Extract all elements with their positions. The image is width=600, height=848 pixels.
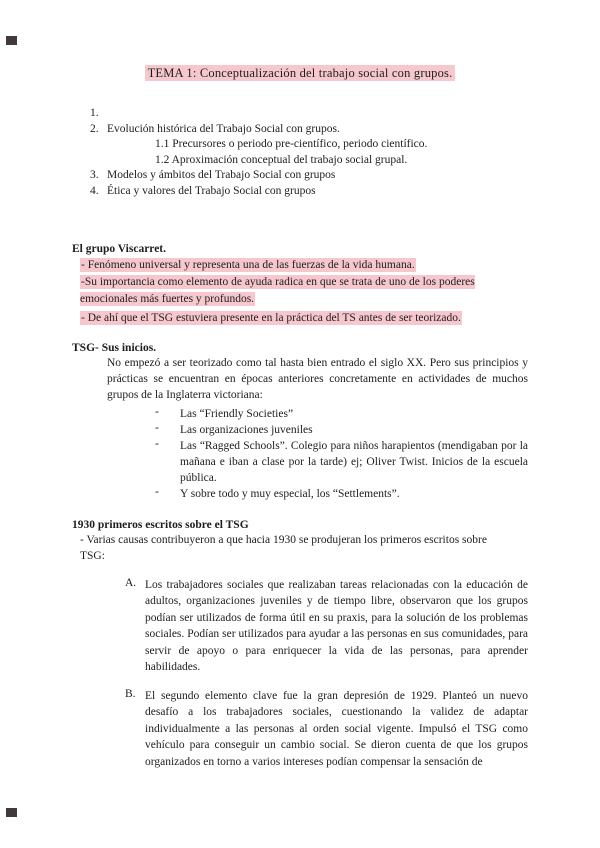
- lettered-item-text: Los trabajadores sociales que realizaban tareas relacionadas con la educación de adultos, organizaciones juveniles y de tiempo libre, observaron que los grupos podían ser utilizados de forma útil en su praxis, para la solución de los problemas sociales. Podían ser utilizados para ayudar a las personas en sus comunidades, para servir de apoyo o para enriquecer la vida de las personas, para aprender habilidades.: [145, 578, 528, 673]
- bullet-item: [155, 486, 528, 502]
- outline-subitem: [72, 153, 528, 169]
- bullet-dash: -: [155, 437, 159, 450]
- bullet-item: [155, 422, 528, 438]
- bullet-text: Y sobre todo y muy especial, los “Settlements”.: [180, 487, 400, 500]
- outline-item-number: 2.: [90, 122, 99, 135]
- outline-item-text: Ética y valores del Trabajo Social con grupos: [107, 184, 316, 197]
- lettered-item-text: El segundo elemento clave fue la gran depresión de 1929. Planteó un nuevo desafío a los trabajadores sociales, cuestionando la validez de adaptar individualmente a las personas al orden social vigente. Impulsó el TSG como vehículo para conseguir un cambio social. Se dieron cuenta de que los grupos organizados en torno a varios intereses podían compensar la sensación de: [145, 689, 528, 768]
- highlighted-line: [80, 257, 528, 274]
- highlight-text: - Fenómeno universal y representa una de las fuerzas de la vida humana.: [81, 259, 415, 271]
- outline-item: [72, 168, 528, 184]
- lettered-item-label: A.: [125, 576, 137, 589]
- outline-item: [72, 122, 528, 138]
- page-title: [72, 66, 528, 81]
- outline-item: [72, 106, 528, 122]
- outline-subitem: [72, 137, 528, 153]
- highlight-text: - De ahí que el TSG estuviera presente en la práctica del TS antes de ser teorizado.: [81, 312, 461, 324]
- outline-item: [72, 184, 528, 200]
- outline-item-text: Modelos y ámbitos del Trabajo Social con grupos: [107, 169, 336, 181]
- section-heading-el-grupo: El grupo Viscarret.: [72, 243, 167, 255]
- section-el-grupo: [72, 243, 528, 327]
- section-1930-escritos: [72, 519, 528, 771]
- highlighted-line: [80, 310, 528, 327]
- highlighted-lines: [72, 257, 528, 327]
- bullet-dash: -: [155, 421, 159, 434]
- lettered-item-label: B.: [125, 687, 136, 700]
- outline-item-number: 3.: [90, 169, 99, 181]
- section-tsg-inicios: [72, 342, 528, 502]
- highlighted-line: [80, 274, 528, 307]
- tsg-intro-paragraph: No empezó a ser teorizado como tal hasta bien entrado el siglo XX. Pero sus principios y prácticas se encuentran en épocas anteriores concretamente en actividades de muchos grupos de la Inglaterra victoriana:: [107, 356, 528, 401]
- page-title-highlight: TEMA 1: Conceptualización del trabajo social con grupos.: [145, 65, 456, 81]
- outline-subitem-text: 1.2 Aproximación conceptual del trabajo social grupal.: [155, 153, 408, 166]
- outline-item-number: 1.: [90, 107, 99, 119]
- lettered-item: [125, 577, 528, 676]
- bullet-text: Las organizaciones juveniles: [180, 423, 313, 436]
- outline-item-number: 4.: [90, 184, 99, 197]
- bullet-dash: -: [155, 485, 159, 498]
- bullet-text: Las “Friendly Societies”: [180, 407, 294, 420]
- bullet-item: [155, 438, 528, 486]
- bullet-dash: -: [155, 405, 159, 418]
- highlight-text: -Su importancia como elemento de ayuda radica en que se trata de uno de los poderes emocionales más fuertes y profundos.: [80, 276, 475, 305]
- lettered-list: [72, 577, 528, 771]
- section-heading-1930-escritos: 1930 primeros escritos sobre el TSG: [72, 518, 249, 531]
- outline-list: [72, 106, 528, 199]
- outline-subitem-text: 1.1 Precursores o periodo pre-científico, periodo científico.: [155, 138, 428, 150]
- escritos-intro-paragraph: - Varias causas contribuyeron a que hacia 1930 se produjeran los primeros escritos sobre TSG:: [80, 533, 487, 562]
- bullet-item: [155, 406, 528, 422]
- bullet-text: Las “Ragged Schools”. Colegio para niños harapientos (mendigaban por la mañana e iban a clase por la tarde) ej; Oliver Twist. Inicios de la escuela pública.: [180, 439, 528, 484]
- lettered-item: [125, 688, 528, 771]
- tsg-bullet-list: [72, 406, 528, 502]
- section-heading-tsg-inicios: TSG- Sus inicios.: [72, 341, 157, 354]
- outline-item-text: Evolución histórica del Trabajo Social con grupos.: [107, 122, 340, 135]
